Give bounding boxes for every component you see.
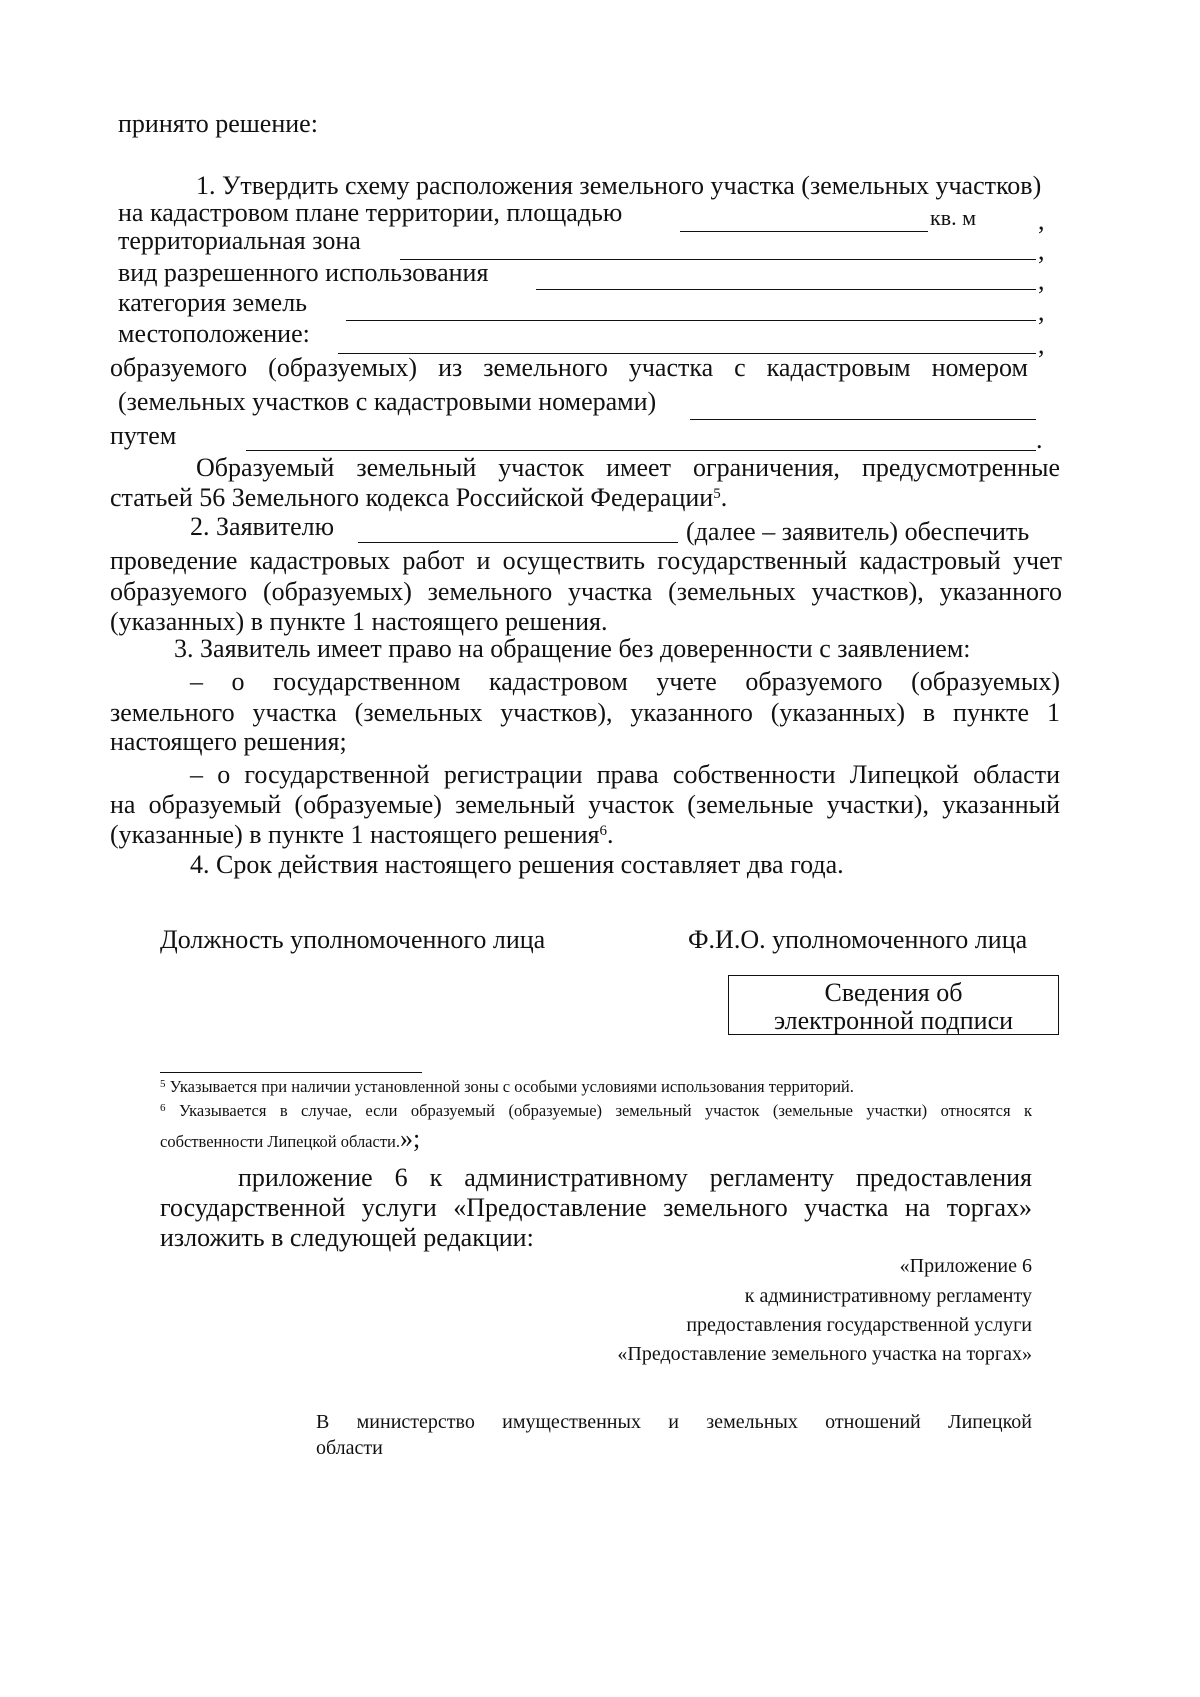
comma: , (1038, 236, 1045, 265)
annex-line-3: изложить в следующей редакции: (160, 1223, 534, 1252)
p2-tail: (далее – заявитель) обеспечить (686, 517, 1030, 546)
category-blank (346, 320, 1036, 321)
annex-header-1: «Приложение 6 (899, 1255, 1032, 1277)
comma: , (1038, 330, 1045, 359)
p2-label: 2. Заявителю (190, 512, 335, 541)
formed-line-1: образуемого (образуемых) из земельного участка с кадастровым номером (110, 353, 1028, 382)
annex-header-3: предоставления государственной услуги (686, 1314, 1032, 1336)
annex-header-2: к административному регламенту (744, 1285, 1032, 1307)
footnote-5: $^5$ Указывается при наличии установленной зоны с особыми условиями использования территорий. (160, 1077, 854, 1096)
location-label: местоположение: (118, 319, 310, 348)
p3-item2-line-3: (указанные) в пункте 1 настоящего решения$^6$. (110, 820, 614, 849)
zone-blank (400, 259, 1036, 260)
p3-item2-line-1: – о государственной регистрации права собственности Липецкой области (190, 760, 1060, 789)
restriction-line-2: статьей 56 Земельного кодекса Российской Федерации$^5$. (110, 483, 728, 512)
signatory-name: Ф.И.О. уполномоченного лица (688, 925, 1028, 954)
applicant-blank (358, 542, 678, 543)
area-blank (680, 231, 928, 232)
comma: , (1038, 297, 1045, 326)
footnote-ref-6[interactable]: 6 (599, 823, 607, 839)
comma: , (1038, 206, 1045, 235)
e-signature-line-1: Сведения об (824, 978, 963, 1007)
e-signature-box (728, 975, 1059, 1035)
p2-line-3: образуемого (образуемых) земельного участка (земельных участков), указанного (110, 577, 1062, 606)
area-label: на кадастровом плане территории, площадью (118, 198, 623, 227)
restriction-line-1: Образуемый земельный участок имеет ограничения, предусмотренные (196, 453, 1060, 482)
zone-label: территориальная зона (118, 226, 361, 255)
annex-line-1: приложение 6 к административному регламенту предоставления (238, 1163, 1032, 1192)
cadastral-numbers-blank (690, 419, 1036, 420)
area-unit: кв. м (930, 205, 976, 230)
footnote-ref-5[interactable]: 5 (713, 486, 721, 502)
p2-line-2: проведение кадастровых работ и осуществить государственный кадастровый учет (110, 546, 1062, 575)
p3-item2-line-2: на образуемый (образуемые) земельный участок (земельные участки), указанный (110, 790, 1060, 819)
formed-line-2: (земельных участков с кадастровыми номерами) (118, 387, 657, 416)
e-signature-line-2: электронной подписи (773, 1006, 1014, 1035)
footnote-separator (160, 1072, 422, 1073)
signatory-position: Должность уполномоченного лица (160, 925, 546, 954)
p3-item1-line-1: – о государственном кадастровом учете образуемого (образуемых) (190, 667, 1060, 696)
footnote-6-line-2: собственности Липецкой области.»; (160, 1124, 421, 1153)
addressee-line-2: области (316, 1437, 383, 1459)
use-blank (536, 289, 1036, 290)
way-label: путем (110, 421, 177, 450)
p1-first-line: 1. Утвердить схему расположения земельного участка (земельных участков) (196, 171, 1042, 200)
annex-header-4: «Предоставление земельного участка на торгах» (617, 1343, 1032, 1365)
intro-text: принято решение: (118, 109, 318, 138)
p3-line-1: 3. Заявитель имеет право на обращение без доверенности с заявлением: (174, 634, 971, 663)
way-blank (246, 450, 1036, 451)
period: . (1036, 425, 1043, 454)
comma: , (1038, 266, 1045, 295)
addressee-line-1: В министерство имущественных и земельных отношений Липецкой (316, 1411, 1032, 1433)
p3-item1-line-3: настоящего решения; (110, 727, 347, 756)
p3-item1-line-2: земельного участка (земельных участков), указанного (указанных) в пункте 1 (110, 698, 1060, 727)
annex-line-2: государственной услуги «Предоставление земельного участка на торгах» (160, 1193, 1032, 1222)
p2-line-4: (указанных) в пункте 1 настоящего решения. (110, 607, 608, 636)
category-label: категория земель (118, 288, 308, 317)
p4-text: 4. Срок действия настоящего решения составляет два года. (190, 850, 844, 879)
use-label: вид разрешенного использования (118, 258, 489, 287)
footnote-6-line-1: $^6$ Указывается в случае, если образуемый (образуемые) земельный участок (земельные участки) относятся к (160, 1101, 1033, 1120)
